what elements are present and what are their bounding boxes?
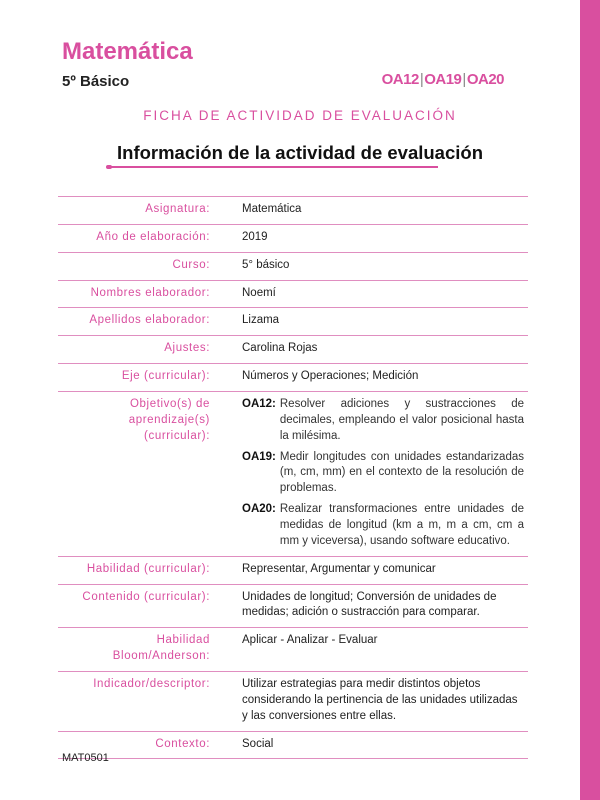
row-value: Aplicar - Analizar - Evaluar [224,628,528,672]
row-label: Año de elaboración: [58,224,224,252]
row-label: Ajustes: [58,336,224,364]
title-underline [108,166,438,168]
table-row [58,556,528,584]
document-code: MAT0501 [62,752,109,764]
row-value: Utilizar estrategias para medir distintos objetos considerando la pertinencia de las unidades utilizadas y las conversiones entre ellas. [224,672,528,732]
row-label: Eje (curricular): [58,364,224,392]
row-value: Lizama [224,308,528,336]
grade-label: 5º Básico [62,73,130,90]
row-label: Nombres elaborador: [58,280,224,308]
row-label: Indicador/descriptor: [58,672,224,732]
table-row [58,197,528,225]
row-label: Habilidad Bloom/Anderson: [58,628,224,672]
row-label: Curso: [58,252,224,280]
row-label: Contexto: [58,731,224,759]
row-value: Números y Operaciones; Medición [224,364,528,392]
row-value: Matemática [224,197,528,225]
row-label: Habilidad (curricular): [58,556,224,584]
oa-code-3: OA20 [466,71,504,88]
page-title: Información de la actividad de evaluación [117,142,483,163]
oa-code-1: OA12 [381,71,419,88]
objective-text: Realizar transformaciones entre unidades de medidas de longitud (km a m, m a cm, cm a mm y viceversa), usando software educativo. [279,503,524,547]
table-row [58,392,528,557]
oa-separator: | [419,71,424,88]
table-row [58,731,528,759]
oa-codes [382,71,504,88]
document-type: FICHA DE ACTIVIDAD DE EVALUACIÓN [143,108,457,123]
table-row [58,672,528,732]
row-label: Apellidos elaborador: [58,308,224,336]
oa-code-2: OA19 [424,71,462,88]
table-row [58,364,528,392]
table-row [58,584,528,628]
table-row [58,224,528,252]
oa-separator: | [462,71,466,88]
objective-code: OA12: [242,398,276,411]
row-value: 2019 [224,224,528,252]
row-value: Social [224,731,528,759]
row-value: 5° básico [224,252,528,280]
table-row [58,336,528,364]
row-label: Asignatura: [58,197,224,225]
row-value: Noemí [224,280,528,308]
table-row [58,628,528,672]
objective-code: OA20: [242,503,276,516]
objective-item [242,502,524,550]
row-value: Carolina Rojas [224,336,528,364]
objective-text: Resolver adiciones y sustracciones de decimales, empleando el valor posicional hasta la milésima. [279,398,524,442]
objective-code: OA19: [242,450,276,463]
table-row [58,252,528,280]
objective-item [242,397,524,445]
table-row [58,280,528,308]
row-value: Representar, Argumentar y comunicar [224,556,528,584]
objective-item [242,450,524,498]
table-row [58,308,528,336]
row-label: Objetivo(s) de aprendizaje(s) (curricular): [58,392,224,557]
objective-text: Medir longitudes con unidades estandarizadas (m, cm, mm) en el contexto de la resolución de problemas. [279,450,524,495]
subject-title: Matemática [62,38,193,65]
objectives-list [224,392,528,557]
row-label: Contenido (curricular): [58,584,224,628]
row-value: Unidades de longitud; Conversión de unidades de medidas; adición o sustracción para comparar. [224,584,528,628]
info-table [58,196,528,759]
